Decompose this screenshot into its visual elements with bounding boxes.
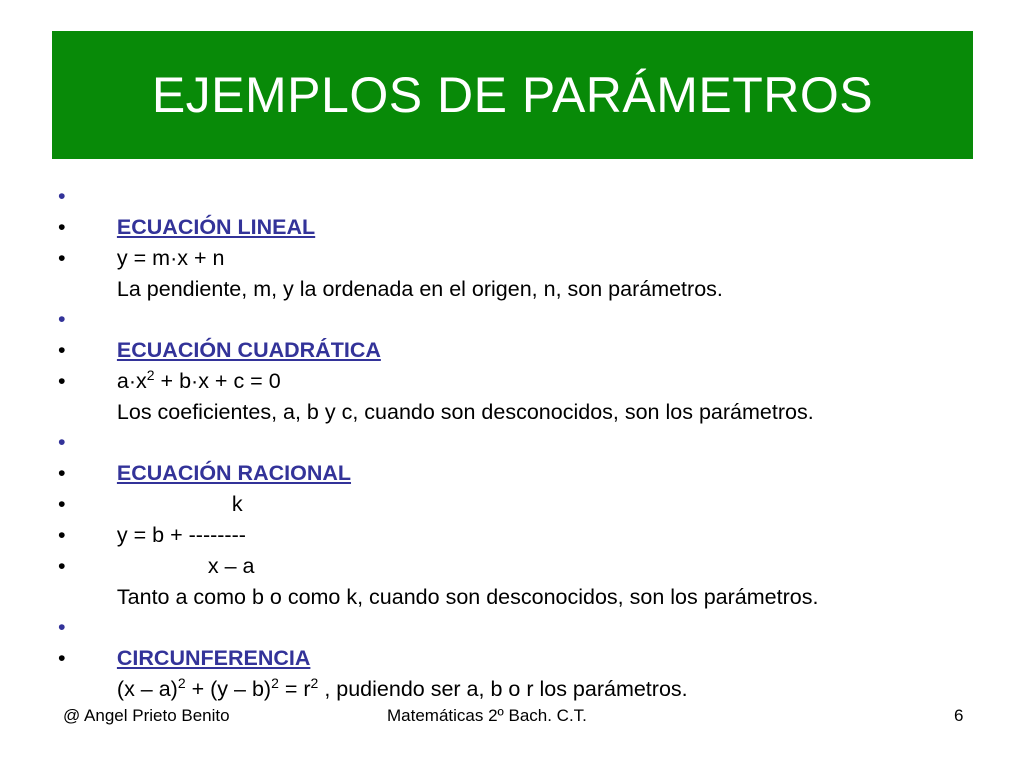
rational-equation-formula xyxy=(58,489,998,547)
bullet: • xyxy=(58,461,66,485)
linear-equation-description xyxy=(58,243,998,301)
denominator: x – a xyxy=(207,554,255,578)
formula: y = b + -------- xyxy=(116,523,246,547)
bullet: • xyxy=(58,338,66,362)
exponent: 2 xyxy=(271,675,279,691)
line-text: La pendiente, m, y la ordenada en el origen, n, son parámetros. xyxy=(116,277,723,301)
formula-part: = r xyxy=(278,677,311,701)
slide-content xyxy=(58,181,998,701)
bullet: • xyxy=(58,307,66,331)
heading-quadratic-equation xyxy=(58,304,998,362)
footer-author: @ Angel Prieto Benito xyxy=(63,706,230,725)
heading-text: ECUACIÓN LINEAL xyxy=(116,215,316,239)
quadratic-equation-description xyxy=(58,366,998,424)
heading-linear-equation xyxy=(58,181,998,239)
heading-circumference xyxy=(58,612,998,670)
formula-part: (x – a) xyxy=(116,677,178,701)
bullet: • xyxy=(58,646,66,670)
heading-rational-equation xyxy=(58,427,998,485)
bullet: • xyxy=(58,246,66,270)
rational-equation-denominator xyxy=(58,520,998,578)
bullet: • xyxy=(58,215,66,239)
line-text: y = m·x + n xyxy=(116,246,225,270)
heading-text: CIRCUNFERENCIA xyxy=(116,646,311,670)
page-number: 6 xyxy=(954,706,964,725)
heading-text: ECUACIÓN RACIONAL xyxy=(116,461,352,485)
title-bar xyxy=(52,31,973,159)
bullet: • xyxy=(58,523,66,547)
slide-title: EJEMPLOS DE PARÁMETROS xyxy=(151,67,874,123)
line-text: Tanto a como b o como k, cuando son desconocidos, son los parámetros. xyxy=(116,585,819,609)
bullet: • xyxy=(58,184,66,208)
footer-course: Matemáticas 2º Bach. C.T. xyxy=(387,706,587,725)
heading-text: ECUACIÓN CUADRÁTICA xyxy=(116,338,381,362)
exponent: 2 xyxy=(177,675,186,691)
exponent: 2 xyxy=(310,675,319,691)
bullet: • xyxy=(58,369,66,393)
numerator: k xyxy=(231,492,243,516)
bullet: • xyxy=(58,615,66,639)
linear-equation-formula xyxy=(58,212,998,270)
bullet: • xyxy=(58,430,66,454)
rational-equation-numerator xyxy=(58,458,998,516)
rational-equation-description xyxy=(58,551,998,609)
formula-part: a·x xyxy=(116,369,147,393)
formula-part: , pudiendo ser a, b o r los parámetros. xyxy=(318,677,688,701)
bullet: • xyxy=(58,492,66,516)
circumference-formula xyxy=(58,643,998,701)
bullet: • xyxy=(58,554,66,578)
formula-part: + b·x + c = 0 xyxy=(154,369,281,393)
line-text: Los coeficientes, a, b y c, cuando son desconocidos, son los parámetros. xyxy=(116,400,814,424)
slide-footer xyxy=(0,706,1024,730)
exponent: 2 xyxy=(146,367,155,383)
formula-part: + (y – b) xyxy=(185,677,272,701)
